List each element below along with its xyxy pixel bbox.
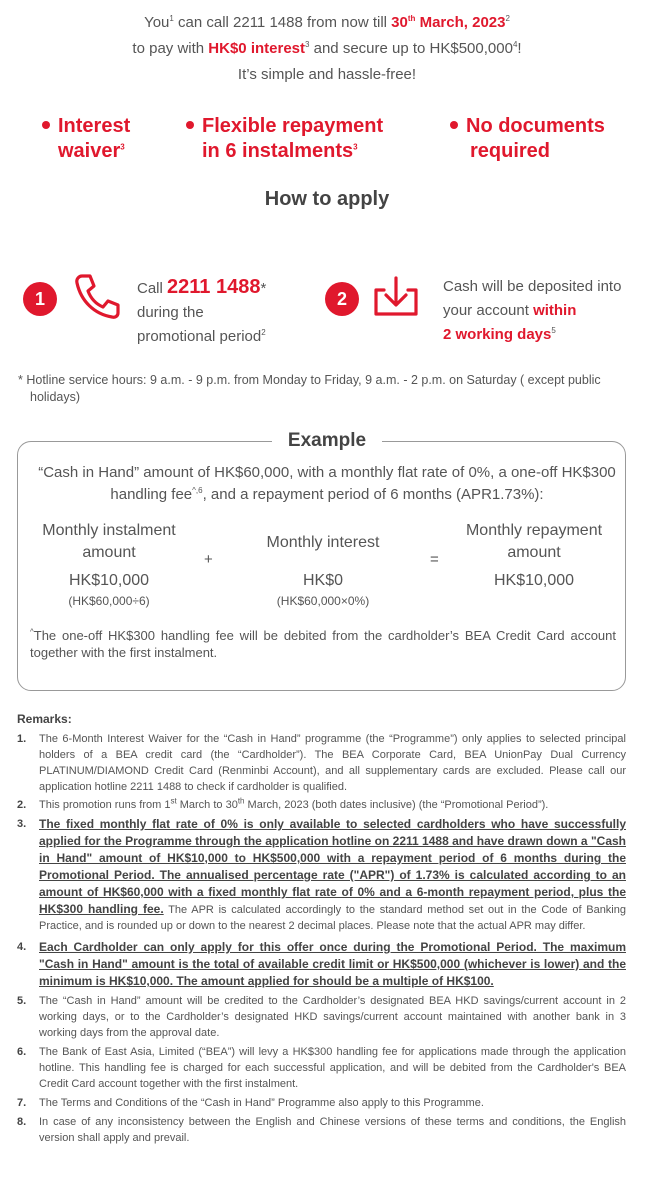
intro-text [0,10,654,88]
how-to-apply-title: How to apply [264,188,390,210]
step-1-number: 1 [23,282,57,316]
handling-fee-note: ^The one-off HK$300 handling fee will be debited from the cardholder’s BEA Credit Card account together with the first instalment. [30,627,616,660]
intro-line-2: to pay with HK$0 interest$^3$ and secure up to HK$500,000$^4$! [132,40,522,57]
equals-sign: = [430,551,439,568]
example-description: “Cash in Hand” amount of HK$60,000, with a monthly flat rate of 0%, a one-off HK$300 handling fee$^{\^{},6}$, and a repayment period of 6 months (APR1.73%): [38,464,616,503]
bullet-dot-icon [42,121,50,129]
phone-icon [72,270,124,322]
intro-date: 30th March, 2023 [391,14,506,31]
bullet-dot-icon [186,121,194,129]
monthly-repayment-label: Monthly repayment amount [465,522,603,561]
step-1-text: Call 2211 1488* during the promotional period$^2$ [137,276,267,345]
intro-line-1: You$^1$ can call 2211 1488 from now till 30th March, 2023$^2$ [144,14,510,31]
remark-item: 8. In case of any inconsistency between the English and Chinese versions of these terms and conditions, the English version shall apply and prevail. [17,1116,626,1144]
intro-you: You [144,14,170,31]
monthly-interest-value: HK$0 [302,572,344,589]
plus-sign: + [204,551,213,568]
remark-item: 1. The 6-Month Interest Waiver for the “Cash in Hand” programme (the “Programme”) only applies to selected principal holders of a BEA credit card (the “Cardholder”). The BEA Corporate Card, BEA UnionPay Dual Currency PLATINUM/DIAMOND Credit Card (Renminbi Account), and all supplementary cards are excluded. Please call our application hotline 2211 1488 to check if cardholder is qualified. [17,733,626,793]
hotline-note: * Hotline service hours: 9 a.m. - 9 p.m. from Monday to Friday, 9 a.m. - 2 p.m. on Saturday ( except public holidays) [18,373,601,404]
monthly-repayment-value: HK$10,000 [493,572,575,589]
remark-item: 4. Each Cardholder can only apply for this offer once during the Promotional Period. The maximum "Cash in Hand" amount is the total of available credit limit or HK$500,000 (whichever is lower) and the minimum is HK$10,000. The amount applied for should be a multiple of HK$100. [17,940,626,988]
highlight-flexible-repayment: Flexible repayment in 6 instalments$^3$ [186,114,383,164]
remark-item: 2. This promotion runs from 1st March to 30th March, 2023 (both dates inclusive) (the “Promotional Period”). [17,796,549,811]
example-title: Example [0,430,654,452]
hotline-number: 2211 1488 [167,276,261,298]
step-2-text: Cash will be deposited into your account within 2 working days$^5$ [443,278,622,343]
monthly-instalment-value: HK$10,000 [68,572,150,589]
remark-item: 7. The Terms and Conditions of the “Cash in Hand” Programme also apply to this Programme. [17,1097,484,1109]
bullet-dot-icon [450,121,458,129]
download-icon [372,274,420,320]
monthly-interest-label: Monthly interest [266,534,380,551]
intro-call-text: can call 2211 1488 from now till [173,14,392,31]
intro-interest-highlight: HK$0 interest [208,40,305,57]
remark-item: 6. The Bank of East Asia, Limited (“BEA”) will levy a HK$300 handling fee for applications made through the application hotline. This handling fee is charged for each successful application, and will be debited from the Cardholder's BEA Credit Card account together with the first instalment. [17,1046,626,1090]
remarks-list [17,731,626,1148]
monthly-instalment-label: Monthly instalment amount [42,522,176,561]
highlights [0,114,654,168]
step-2-number: 2 [325,282,359,316]
intro-line-3: It’s simple and hassle-free! [237,66,417,83]
monthly-interest-formula: (HK$60,000×0%) [276,594,370,608]
highlight-interest-waiver: Interest waiver$^3$ [42,114,130,164]
highlight-no-documents: No documents required [450,114,605,164]
remark-item: 3. The fixed monthly flat rate of 0% is only available to selected cardholders who have successfully applied for the Programme through the application hotline on 2211 1488 and have drawn down a "Cash in Hand" amount of HK$10,000 to HK$500,000 with a repayment period of 6 months during the Promotional Period. The annualised percentage rate ("APR") of 1.73% is calculated according to an amount of HK$60,000 with a fixed monthly flat rate of 0% and a 6-month repayment period, plus the HK$300 handling fee. The APR is calculated accordingly to the standard method set out in the Code of Banking Practice, and is rounded up or down to the nearest 2 decimal places. Please note that the actual APR may differ. [17,817,626,932]
monthly-instalment-formula: (HK$60,000÷6) [68,594,150,608]
remarks-title: Remarks: [17,712,72,726]
remark-item: 5. The “Cash in Hand” amount will be credited to the Cardholder’s designated BEA HKD savings/current account in 2 working days, or to the Cardholder’s designated HKD savings/current account maintained with another bank in 3 working days from the approval date. [17,995,626,1039]
